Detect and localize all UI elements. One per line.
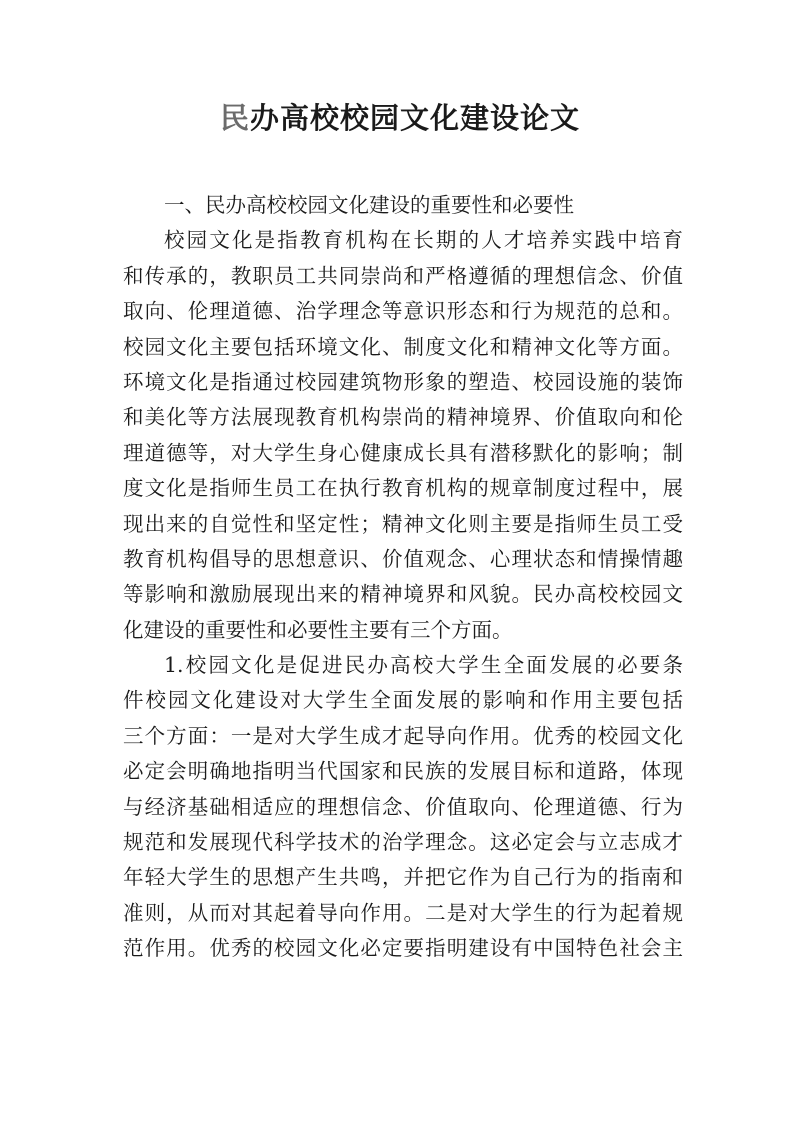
body-line: 校园文化是指教育机构在长期的人才培养实践中培育 xyxy=(164,228,683,253)
body-line: 件校园文化建设对大学生全面发展的影响和作用主要包括 xyxy=(123,688,683,713)
body-line: 现出来的自觉性和坚定性；精神文化则主要是指师生员工受 xyxy=(123,511,683,536)
body-line: 规范和发展现代科学技术的治学理念。这必定会与立志成才 xyxy=(123,830,683,855)
body-line: 必定会明确地指明当代国家和民族的发展目标和道路，体现 xyxy=(123,759,683,784)
body-line: 范作用。优秀的校园文化必定要指明建设有中国特色社会主 xyxy=(123,936,683,961)
body-line: 一、民办高校校园文化建设的重要性和必要性 xyxy=(164,193,574,217)
title-first-char: 民 xyxy=(219,101,250,135)
body-line: 和传承的，教职员工共同崇尚和严格遵循的理想信念、价值 xyxy=(123,263,683,288)
body-line: 教育机构倡导的思想意识、价值观念、心理状态和情操情趣 xyxy=(123,546,683,571)
body-line: 和美化等方法展现教育机构崇尚的精神境界、价值取向和伦 xyxy=(123,405,683,430)
body-line: 度文化是指师生员工在执行教育机构的规章制度过程中，展 xyxy=(123,476,683,501)
document-title xyxy=(0,98,800,138)
body-line: 环境文化是指通过校园建筑物形象的塑造、校园设施的装饰 xyxy=(123,369,683,394)
title-rest: 办高校校园文化建设论文 xyxy=(250,101,581,135)
body-line: 三个方面：一是对大学生成才起导向作用。优秀的校园文化 xyxy=(123,723,683,748)
body-line: 等影响和激励展现出来的精神境界和风貌。民办高校校园文 xyxy=(123,582,683,607)
document-body xyxy=(123,188,683,967)
body-line: 理道德等，对大学生身心健康成长具有潜移默化的影响；制 xyxy=(123,440,683,465)
body-line: 年轻大学生的思想产生共鸣，并把它作为自己行为的指南和 xyxy=(123,865,683,890)
body-line: 与经济基础相适应的理想信念、价值取向、伦理道德、行为 xyxy=(123,794,683,819)
body-line: 准则，从而对其起着导向作用。二是对大学生的行为起着规 xyxy=(123,900,683,925)
body-line: 化建设的重要性和必要性主要有三个方面。 xyxy=(123,617,513,642)
body-line: 校园文化主要包括环境文化、制度文化和精神文化等方面。 xyxy=(123,334,683,359)
body-line: 取向、伦理道德、治学理念等意识形态和行为规范的总和。 xyxy=(123,299,683,324)
body-line: 1.校园文化是促进民办高校大学生全面发展的必要条 xyxy=(164,653,683,678)
